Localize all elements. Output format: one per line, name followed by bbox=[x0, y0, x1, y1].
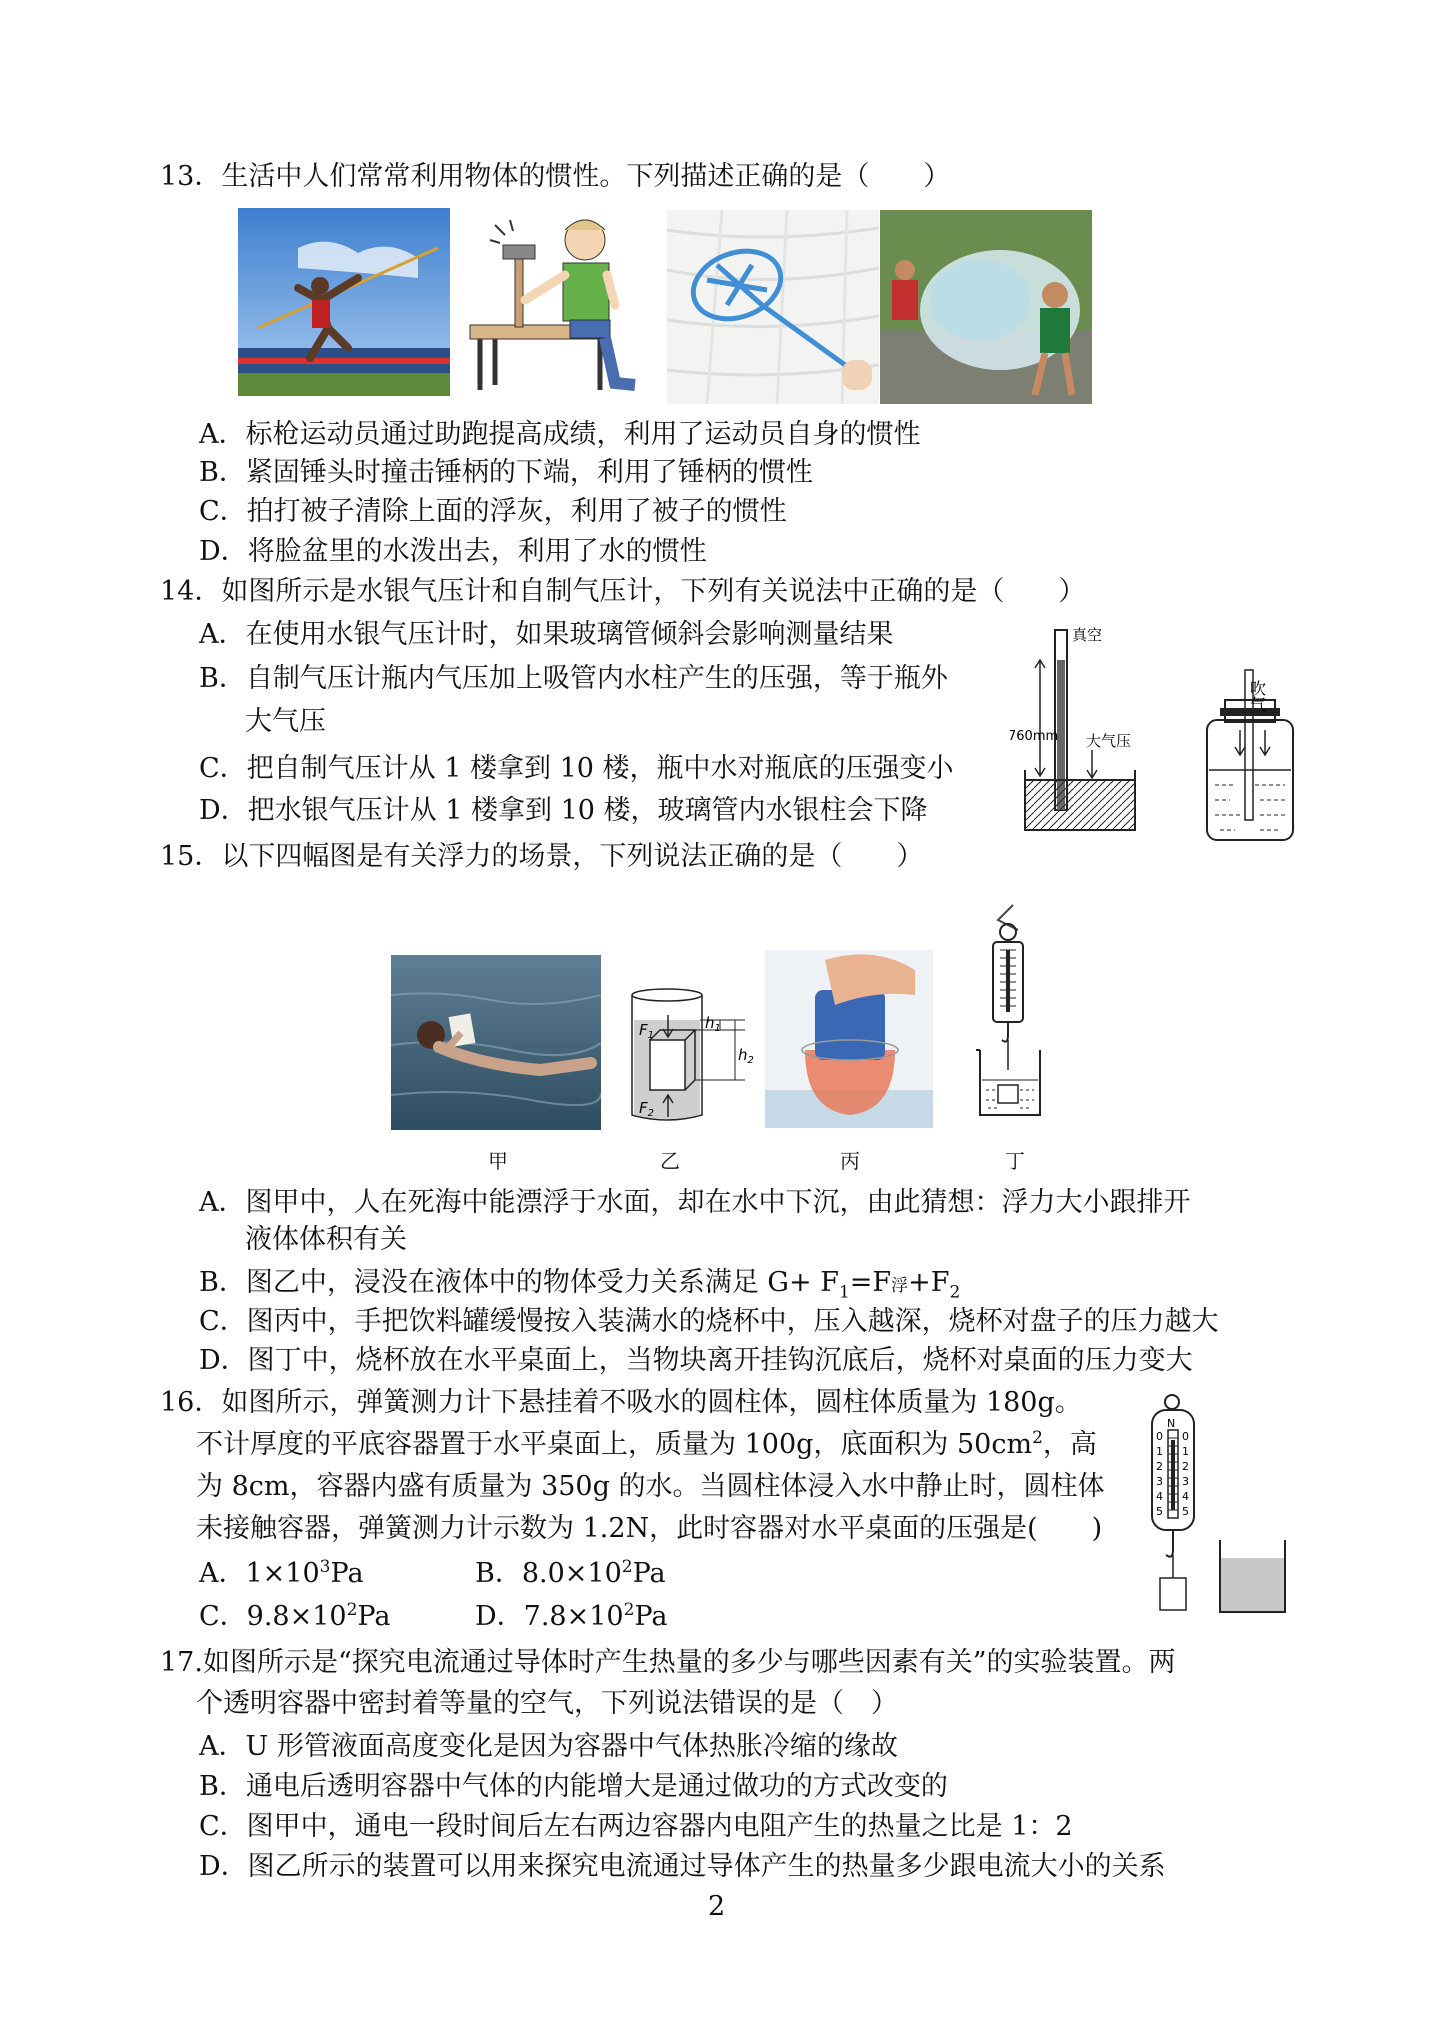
q13-option-b: B．紧固锤头时撞击锤柄的下端，利用了锤柄的惯性 bbox=[199, 457, 813, 488]
f1-label: $F_1$ bbox=[639, 1021, 655, 1041]
spring-scale-beaker-figure bbox=[968, 900, 1058, 1130]
q16-option-c: C．$9.8\times 10^2Pa$ bbox=[199, 1600, 391, 1632]
q16-line-4: 未接触容器，弹簧测力计示数为 1.2N，此时容器对水平桌面的压强是( ) bbox=[196, 1513, 1103, 1544]
q13-option-c: C．拍打被子清除上面的浮灰，利用了被子的惯性 bbox=[199, 496, 787, 527]
height-760mm-label: 760mm bbox=[1010, 729, 1059, 744]
atmosphere-label: 大气压 bbox=[1086, 732, 1132, 750]
q16-option-b: B．$8.0\times 10^2Pa$ bbox=[475, 1557, 666, 1589]
scale-tick-left-1: 1 bbox=[1156, 1445, 1163, 1458]
hammer-cartoon bbox=[465, 205, 655, 397]
dead-sea-photo bbox=[391, 955, 601, 1130]
caption-bing: 丙 bbox=[840, 1149, 860, 1173]
scale-tick-right-3: 3 bbox=[1182, 1475, 1189, 1488]
caption-jia: 甲 bbox=[488, 1149, 508, 1173]
h1-label: $h_1$ bbox=[705, 1014, 721, 1034]
q17-option-a: A．U 形管液面高度变化是因为容器中气体热胀冷缩的缘故 bbox=[199, 1731, 898, 1762]
q14-option-a: A．在使用水银气压计时，如果玻璃管倾斜会影响测量结果 bbox=[199, 619, 894, 650]
q13-stem: 13．生活中人们常常利用物体的惯性。下列描述正确的是（ ） bbox=[160, 161, 951, 192]
q13-option-a: A．标枪运动员通过助跑提高成绩，利用了运动员自身的惯性 bbox=[199, 419, 921, 450]
scale-tick-left-0: 0 bbox=[1156, 1430, 1163, 1443]
q17-stem: 17.如图所示是“探究电流通过导体时产生热量的多少与哪些因素有关”的实验装置。两 bbox=[160, 1647, 1176, 1678]
spring-scale-cylinder-figure bbox=[1140, 1390, 1300, 1625]
q15-option-d: D．图丁中，烧杯放在水平桌面上，当物块离开挂钩沉底后，烧杯对桌面的压力变大 bbox=[199, 1345, 1193, 1376]
q15-option-a: A．图甲中，人在死海中能漂浮于水面，却在水中下沉，由此猜想：浮力大小跟排开 bbox=[199, 1187, 1191, 1218]
quilt-beating-photo bbox=[667, 210, 879, 404]
q15-option-a-cont: 液体体积有关 bbox=[245, 1224, 407, 1255]
splashing-water-photo bbox=[880, 210, 1092, 404]
scale-n-label: N bbox=[1167, 1417, 1176, 1430]
f2-label: $F_2$ bbox=[639, 1099, 655, 1119]
scale-tick-right-5: 5 bbox=[1182, 1505, 1189, 1518]
q15-option-c: C．图丙中，手把饮料罐缓慢按入装满水的烧杯中，压入越深，烧杯对盘子的压力越大 bbox=[199, 1306, 1219, 1337]
scale-tick-left-4: 4 bbox=[1156, 1490, 1163, 1503]
q16-option-d: D．$7.8\times 10^2Pa$ bbox=[475, 1600, 668, 1632]
submerged-block-figure bbox=[625, 985, 760, 1125]
q14-option-b-cont: 大气压 bbox=[245, 706, 326, 737]
h2-label: $h_2$ bbox=[738, 1046, 754, 1066]
caption-yi: 乙 bbox=[660, 1149, 680, 1173]
scale-tick-right-0: 0 bbox=[1182, 1430, 1189, 1443]
caption-ding: 丁 bbox=[1005, 1149, 1025, 1173]
q14-stem: 14．如图所示是水银气压计和自制气压计，下列有关说法中正确的是（ ） bbox=[160, 576, 1086, 607]
can-pressing-photo bbox=[765, 950, 933, 1128]
page-number: 2 bbox=[708, 1891, 726, 1922]
q14-option-d: D．把水银气压计从 1 楼拿到 10 楼，玻璃管内水银柱会下降 bbox=[199, 795, 928, 826]
mercury-barometer-figure bbox=[1010, 620, 1150, 850]
q17-stem-cont: 个透明容器中密封着等量的空气，下列说法错误的是（ ） bbox=[196, 1688, 898, 1719]
q14-option-b: B．自制气压计瓶内气压加上吸管内水柱产生的压强，等于瓶外 bbox=[199, 663, 948, 694]
scale-tick-left-5: 5 bbox=[1156, 1505, 1163, 1518]
q15-stem: 15．以下四幅图是有关浮力的场景，下列说法正确的是（ ） bbox=[160, 841, 924, 872]
q14-option-c: C．把自制气压计从 1 楼拿到 10 楼，瓶中水对瓶底的压强变小 bbox=[199, 753, 954, 784]
q16-line-1: 16．如图所示，弹簧测力计下悬挂着不吸水的圆柱体，圆柱体质量为 180g。 bbox=[160, 1387, 1082, 1418]
javelin-photo bbox=[238, 208, 450, 396]
homemade-barometer-figure bbox=[1195, 660, 1315, 850]
scale-tick-left-3: 3 bbox=[1156, 1475, 1163, 1488]
blow-label: 吹气 bbox=[1247, 680, 1267, 712]
q17-option-c: C．图甲中，通电一段时间后左右两边容器内电阻产生的热量之比是 1：2 bbox=[199, 1811, 1073, 1842]
scale-tick-right-4: 4 bbox=[1182, 1490, 1189, 1503]
scale-tick-right-2: 2 bbox=[1182, 1460, 1189, 1473]
vacuum-label: 真空 bbox=[1072, 626, 1103, 644]
q13-option-d: D．将脸盆里的水泼出去，利用了水的惯性 bbox=[199, 536, 707, 567]
q17-option-b: B．通电后透明容器中气体的内能增大是通过做功的方式改变的 bbox=[199, 1771, 948, 1802]
q17-option-d: D．图乙所示的装置可以用来探究电流通过导体产生的热量多少跟电流大小的关系 bbox=[199, 1851, 1166, 1882]
q15-option-b: B．图乙中，浸没在液体中的物体受力关系满足 $G+ F_1=F$浮$+F_2$ bbox=[199, 1267, 961, 1303]
scale-tick-left-2: 2 bbox=[1156, 1460, 1163, 1473]
q16-option-a: A．$1\times 10^3Pa$ bbox=[199, 1557, 364, 1589]
q16-line-3: 为 8cm，容器内盛有质量为 350g 的水。当圆柱体浸入水中静止时，圆柱体 bbox=[196, 1471, 1105, 1502]
q16-line-2: 不计厚度的平底容器置于水平桌面上，质量为 100g，底面积为 $50cm^2$，高 bbox=[196, 1428, 1097, 1460]
scale-tick-right-1: 1 bbox=[1182, 1445, 1189, 1458]
